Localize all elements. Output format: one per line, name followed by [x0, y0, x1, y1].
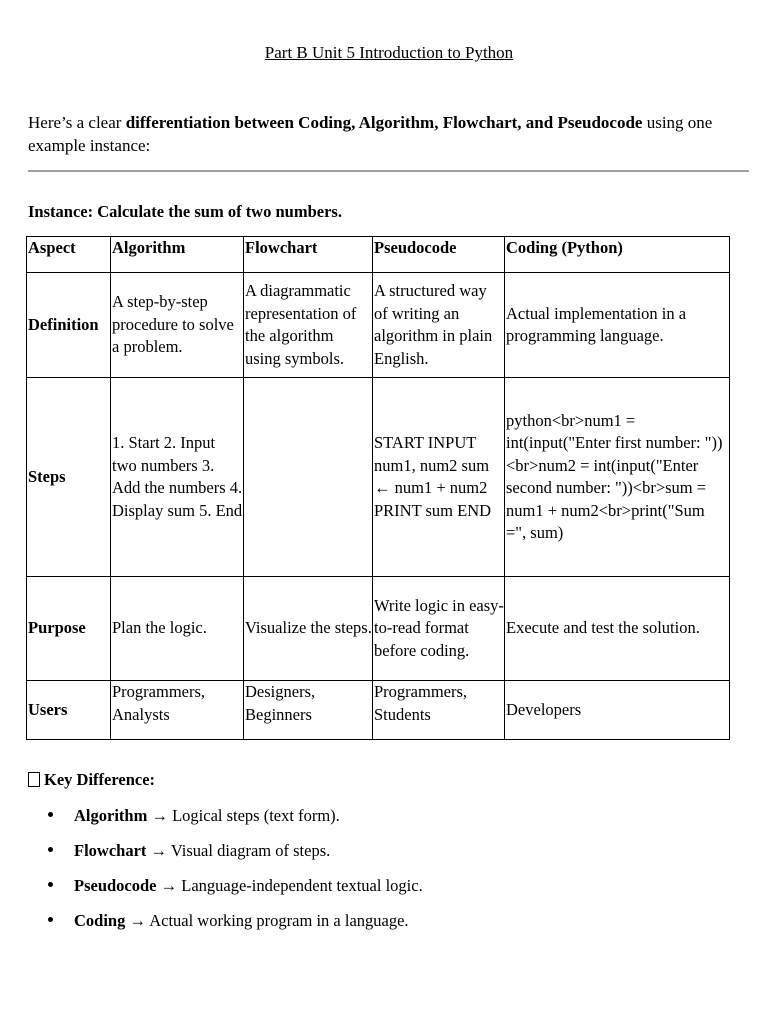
- list-item-desc: Language-independent textual logic.: [181, 876, 423, 895]
- cell-definition-algorithm: A step-by-step procedure to solve a problem.: [111, 273, 244, 378]
- cell-users-coding: Developers: [505, 681, 730, 740]
- list-item-term: Algorithm: [74, 806, 148, 825]
- row-label-purpose: Purpose: [27, 577, 111, 681]
- arrow-icon: →: [160, 876, 178, 895]
- list-item-term: Coding: [74, 911, 126, 930]
- list-item-text: [74, 911, 409, 931]
- cell-users-algorithm: Programmers, Analysts: [111, 681, 244, 740]
- arrow-icon: →: [150, 841, 168, 860]
- list-item-term: Pseudocode: [74, 876, 157, 895]
- table-header-row: [27, 237, 730, 273]
- cell-purpose-flowchart: Visualize the steps.: [244, 577, 373, 681]
- intro-paragraph: [28, 112, 748, 157]
- list-item-term: Flowchart: [74, 841, 147, 860]
- instance-heading: Instance: Calculate the sum of two numbers.: [28, 202, 342, 221]
- cell-purpose-coding: Execute and test the solution.: [505, 577, 730, 681]
- cell-definition-pseudocode: A structured way of writing an algorithm in plain English.: [373, 273, 505, 378]
- cell-users-flowchart: Designers, Beginners: [244, 681, 373, 740]
- key-difference-heading-text: Key Difference:: [44, 770, 156, 789]
- list-item-desc: Visual diagram of steps.: [170, 841, 331, 860]
- cell-definition-coding: Actual implementation in a programming language.: [505, 273, 730, 378]
- cell-steps-pseudocode: START INPUT num1, num2 sum ← num1 + num2 PRINT sum END: [373, 378, 505, 577]
- list-item-text: [74, 841, 330, 861]
- comparison-table: [26, 236, 730, 740]
- intro-text-pre: Here’s a clear: [28, 113, 126, 132]
- horizontal-rule: [28, 170, 749, 172]
- list-item-text: [74, 806, 340, 826]
- list-item-text: [74, 876, 423, 896]
- list-item-desc: Logical steps (text form).: [172, 806, 340, 825]
- bullet-icon: [48, 812, 53, 817]
- table-row: [27, 273, 730, 378]
- header-pseudocode: Pseudocode: [373, 237, 505, 273]
- cell-steps-flowchart: [244, 378, 373, 577]
- arrow-icon: →: [129, 911, 146, 930]
- header-aspect: Aspect: [27, 237, 111, 273]
- header-algorithm: Algorithm: [111, 237, 244, 273]
- table-row: [27, 378, 730, 577]
- header-flowchart: Flowchart: [244, 237, 373, 273]
- list-item-desc: Actual working program in a language.: [149, 911, 409, 930]
- intro-text-post: using one example instance:: [28, 113, 713, 155]
- table-row: [27, 681, 730, 740]
- cell-steps-algorithm: 1. Start 2. Input two numbers 3. Add the numbers 4. Display sum 5. End: [111, 378, 244, 577]
- key-difference-heading: [28, 770, 155, 790]
- bullet-icon: [48, 917, 53, 922]
- cell-steps-coding: python<br>num1 = int(input("Enter first number: "))<br>num2 = int(input("Enter second number: "))<br>sum = num1 + num2<br>print("Sum =", sum): [505, 378, 730, 577]
- pin-icon: [28, 772, 40, 787]
- arrow-icon: →: [151, 806, 168, 825]
- cell-users-pseudocode: Programmers, Students: [373, 681, 505, 740]
- header-coding: Coding (Python): [505, 237, 730, 273]
- row-label-definition: Definition: [27, 273, 111, 378]
- page-title: Part B Unit 5 Introduction to Python: [264, 43, 514, 62]
- cell-definition-flowchart: A diagrammatic representation of the algorithm using symbols.: [244, 273, 373, 378]
- bullet-icon: [48, 847, 53, 852]
- bullet-icon: [48, 882, 53, 887]
- intro-text-bold: differentiation between Coding, Algorithm, Flowchart, and Pseudocode: [125, 113, 643, 132]
- table-row: [27, 577, 730, 681]
- cell-purpose-algorithm: Plan the logic.: [111, 577, 244, 681]
- cell-purpose-pseudocode: Write logic in easy-to-read format before coding.: [373, 577, 505, 681]
- row-label-users: Users: [27, 681, 111, 740]
- row-label-steps: Steps: [27, 378, 111, 577]
